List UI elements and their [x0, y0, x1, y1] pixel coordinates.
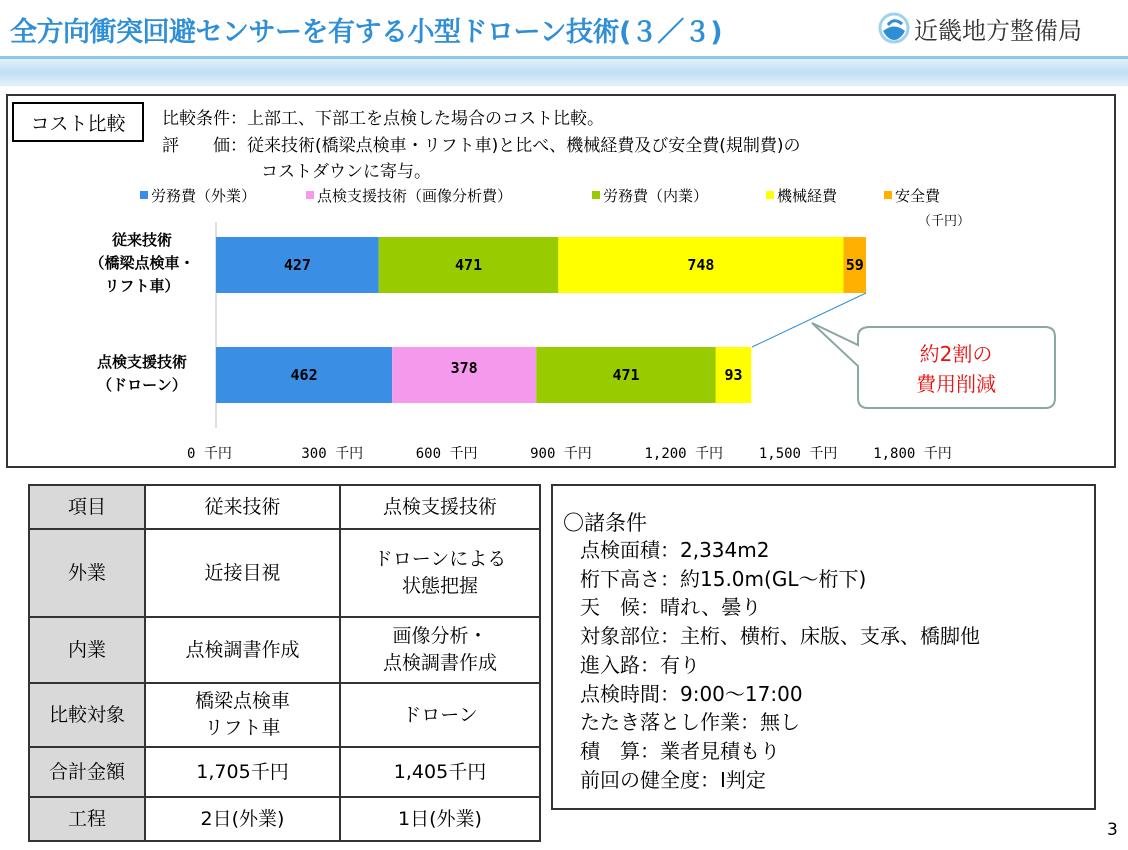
evaluation-text: 評 価：従来技術(橋梁点検車・リフト車)と比べ、機械経費及び安全費(規制費)の: [162, 136, 801, 156]
bar-value-label: 471: [612, 366, 640, 384]
comparison-condition-text: 比較条件：上部工、下部工を点検した場合のコスト比較。: [162, 109, 604, 129]
evaluation-text-continued: コストダウンに寄与。: [261, 162, 431, 182]
bar-value-label: 748: [687, 256, 715, 274]
category-line: （橋梁点検車・: [89, 254, 195, 272]
category-line: 点検支援技術: [96, 353, 187, 371]
bar-value-label: 378: [450, 359, 478, 377]
condition-item: 対象部位：主桁、横桁、床版、支承、橋脚他: [580, 624, 980, 649]
table-cell: ドローン: [340, 683, 540, 747]
x-tick-label: 1,500 千円: [758, 446, 838, 462]
table-row: [29, 797, 540, 841]
legend-label: 点検支援技術（画像分析費）: [317, 186, 513, 205]
bar-value-label: 427: [283, 256, 311, 274]
table-row-header: 内業: [29, 617, 145, 683]
bar-value-label: 59: [845, 256, 864, 274]
conditions-title: 〇諸条件: [563, 511, 647, 535]
page-title: 全方向衝突回避センサーを有する小型ドローン技術(３／３): [10, 17, 723, 48]
x-tick-label: 1,200 千円: [644, 446, 724, 462]
table-header-cell: 項目: [29, 485, 145, 529]
table-cell: 点検調書作成: [145, 617, 340, 683]
table-row: [29, 617, 540, 683]
comparison-connector-line: [752, 293, 866, 347]
table-cell: 2日(外業): [145, 797, 340, 841]
condition-item: 前回の健全度：Ⅰ判定: [580, 767, 766, 792]
condition-item: 桁下高さ：約15.0m(GL～桁下): [580, 566, 867, 591]
x-tick-label: 0 千円: [187, 446, 232, 462]
table-header-cell: 点検支援技術: [340, 485, 540, 529]
table-row-header: 合計金額: [29, 747, 145, 797]
table-cell: 1,705千円: [145, 747, 340, 797]
x-tick-label: 600 千円: [415, 446, 478, 462]
condition-item: 天 候：晴れ、曇り: [580, 595, 762, 620]
table-header-row: [29, 485, 540, 529]
legend-label: 機械経費: [777, 186, 838, 205]
bar-value-label: 93: [724, 366, 743, 384]
condition-item: 積 算：業者見積もり: [580, 738, 780, 763]
bar-value-label: 462: [290, 366, 318, 384]
table-cell: 橋梁点検車 リフト車: [145, 683, 340, 747]
table-cell: 近接目視: [145, 529, 340, 617]
x-tick-label: 1,800 千円: [873, 446, 952, 462]
legend-label: 労務費（外業）: [151, 186, 257, 205]
callout-text: 約2割の: [919, 342, 993, 366]
table-row-header: 外業: [29, 529, 145, 617]
table-row-header: 比較対象: [29, 683, 145, 747]
bar-value-label: 471: [455, 256, 483, 274]
table-row: [29, 683, 540, 747]
legend-label: 労務費（内業）: [603, 186, 709, 205]
category-line: リフト車）: [104, 277, 180, 295]
table-cell: 1日(外業): [340, 797, 540, 841]
legend-label: 安全費: [895, 186, 941, 205]
cost-comparison-label: コスト比較: [12, 102, 144, 142]
category-line: （ドローン）: [97, 376, 187, 394]
condition-item: 進入路：有り: [580, 652, 700, 677]
table-header-cell: 従来技術: [145, 485, 340, 529]
unit-label: （千円）: [918, 214, 971, 229]
table-row: [29, 747, 540, 797]
comparison-table: [28, 484, 541, 842]
table-cell: 1,405千円: [340, 747, 540, 797]
conditions-list: [580, 536, 980, 794]
x-tick-label: 900 千円: [530, 446, 592, 462]
table-cell: 画像分析・ 点検調書作成: [340, 617, 540, 683]
organization-name: 近畿地方整備局: [914, 16, 1082, 45]
callout-text: 費用削減: [916, 372, 996, 396]
table-cell: ドローンによる 状態把握: [340, 529, 540, 617]
table-row: [29, 529, 540, 617]
table-row-header: 工程: [29, 797, 145, 841]
category-line: 従来技術: [111, 231, 172, 249]
page-number: 3: [1107, 820, 1118, 840]
x-tick-label: 300 千円: [301, 446, 364, 462]
condition-item: たたき落とし作業：無し: [580, 710, 800, 735]
condition-item: 点検面積：2,334m2: [580, 538, 770, 562]
condition-item: 点検時間：9:00～17:00: [580, 681, 803, 706]
